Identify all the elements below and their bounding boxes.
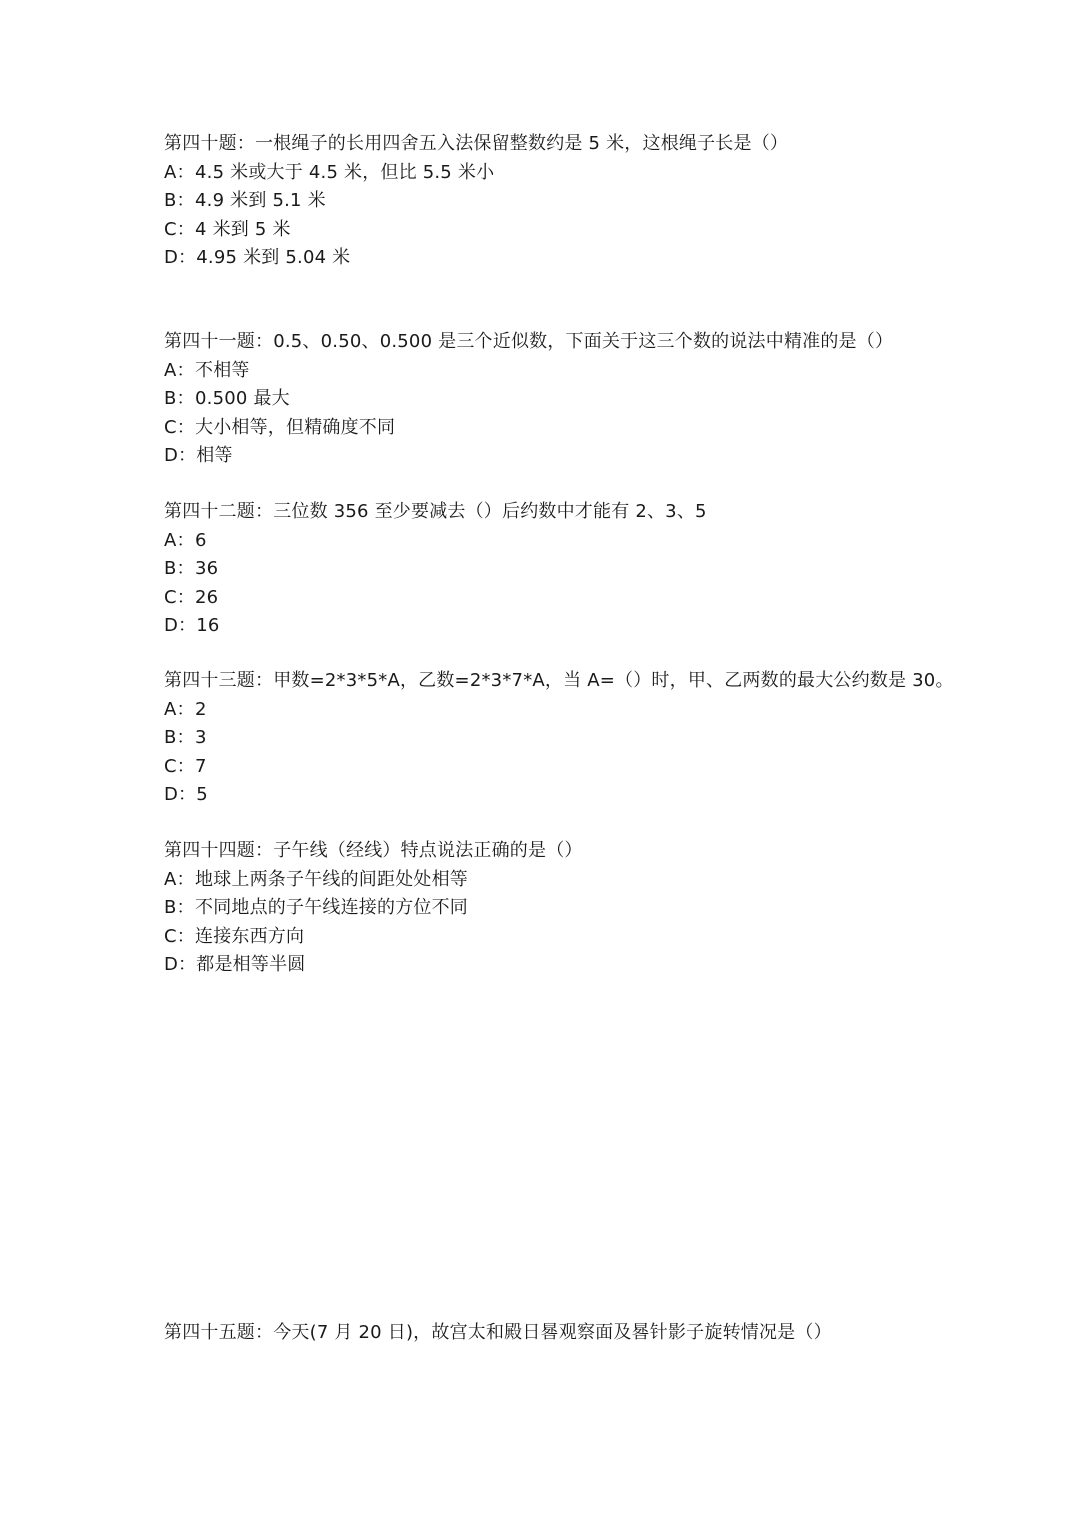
- question-title: 第四十二题：三位数 356 至少要减去（）后约数中才能有 2、3、5: [164, 501, 707, 522]
- question-title: 第四十四题：子午线（经线）特点说法正确的是（）: [164, 840, 583, 861]
- option-c: [164, 584, 1024, 613]
- option-text: 36: [195, 558, 219, 579]
- option-text: 16: [196, 615, 220, 636]
- option-letter: C：: [164, 218, 195, 240]
- option-d: [164, 442, 1024, 471]
- question-43: [164, 667, 1024, 810]
- option-text: 0.500 最大: [195, 388, 290, 409]
- option-letter: D：: [164, 954, 197, 975]
- option-a: [164, 357, 1024, 386]
- option-d: [164, 951, 1024, 980]
- option-letter: A：: [164, 868, 195, 890]
- option-letter: D：: [164, 247, 197, 268]
- option-b: [164, 555, 1024, 584]
- option-text: 4.95 米到 5.04 米: [196, 247, 351, 268]
- option-letter: C：: [164, 925, 195, 947]
- option-letter: A：: [164, 698, 195, 720]
- question-44: [164, 837, 1024, 980]
- option-c: [164, 216, 1024, 245]
- option-c: [164, 753, 1024, 782]
- option-d: [164, 244, 1024, 273]
- question-42: [164, 498, 1024, 641]
- option-letter: D：: [164, 784, 197, 805]
- option-d: [164, 612, 1024, 641]
- option-text: 不同地点的子午线连接的方位不同: [195, 897, 468, 918]
- question-title: 第四十五题：今天(7 月 20 日)，故宫太和殿日晷观察面及晷针影子旋转情况是（）: [164, 1322, 832, 1343]
- option-c: [164, 414, 1024, 443]
- option-b: [164, 187, 1024, 216]
- option-a: [164, 696, 1024, 725]
- option-text: 7: [195, 755, 207, 777]
- question-41: [164, 328, 1024, 471]
- option-text: 6: [195, 529, 207, 551]
- option-text: 5: [196, 784, 208, 805]
- question-45: [164, 1319, 1024, 1348]
- option-letter: B：: [164, 190, 195, 211]
- option-letter: A：: [164, 529, 195, 551]
- option-text: 相等: [196, 445, 233, 466]
- option-letter: B：: [164, 727, 195, 748]
- option-text: 26: [195, 586, 219, 608]
- question-title: 第四十题：一根绳子的长用四舍五入法保留整数约是 5 米，这根绳子长是（）: [164, 133, 789, 154]
- option-text: 4.5 米或大于 4.5 米，但比 5.5 米小: [195, 161, 495, 183]
- option-letter: C：: [164, 416, 195, 438]
- option-letter: A：: [164, 161, 195, 183]
- option-letter: A：: [164, 359, 195, 381]
- option-letter: C：: [164, 586, 195, 608]
- option-a: [164, 866, 1024, 895]
- option-letter: D：: [164, 615, 197, 636]
- question-40: [164, 130, 1024, 273]
- option-text: 都是相等半圆: [196, 954, 306, 975]
- option-b: [164, 724, 1024, 753]
- option-b: [164, 894, 1024, 923]
- option-d: [164, 781, 1024, 810]
- option-text: 连接东西方向: [195, 925, 305, 947]
- question-title: 第四十三题：甲数=2*3*5*A，乙数=2*3*7*A，当 A=（）时，甲、乙两数的最大公约数是 30。: [164, 670, 954, 691]
- option-text: 2: [195, 698, 207, 720]
- option-text: 4 米到 5 米: [195, 218, 291, 240]
- question-title: 第四十一题：0.5、0.50、0.500 是三个近似数，下面关于这三个数的说法中精准的是（）: [164, 331, 894, 352]
- option-letter: B：: [164, 897, 195, 918]
- option-letter: D：: [164, 445, 197, 466]
- option-b: [164, 385, 1024, 414]
- option-text: 大小相等，但精确度不同: [195, 416, 396, 438]
- option-letter: B：: [164, 558, 195, 579]
- option-a: [164, 159, 1024, 188]
- option-c: [164, 923, 1024, 952]
- option-text: 地球上两条子午线的间距处处相等: [195, 868, 468, 890]
- option-letter: B：: [164, 388, 195, 409]
- option-text: 不相等: [195, 359, 250, 381]
- option-text: 3: [195, 727, 207, 748]
- option-text: 4.9 米到 5.1 米: [195, 190, 326, 211]
- option-a: [164, 527, 1024, 556]
- option-letter: C：: [164, 755, 195, 777]
